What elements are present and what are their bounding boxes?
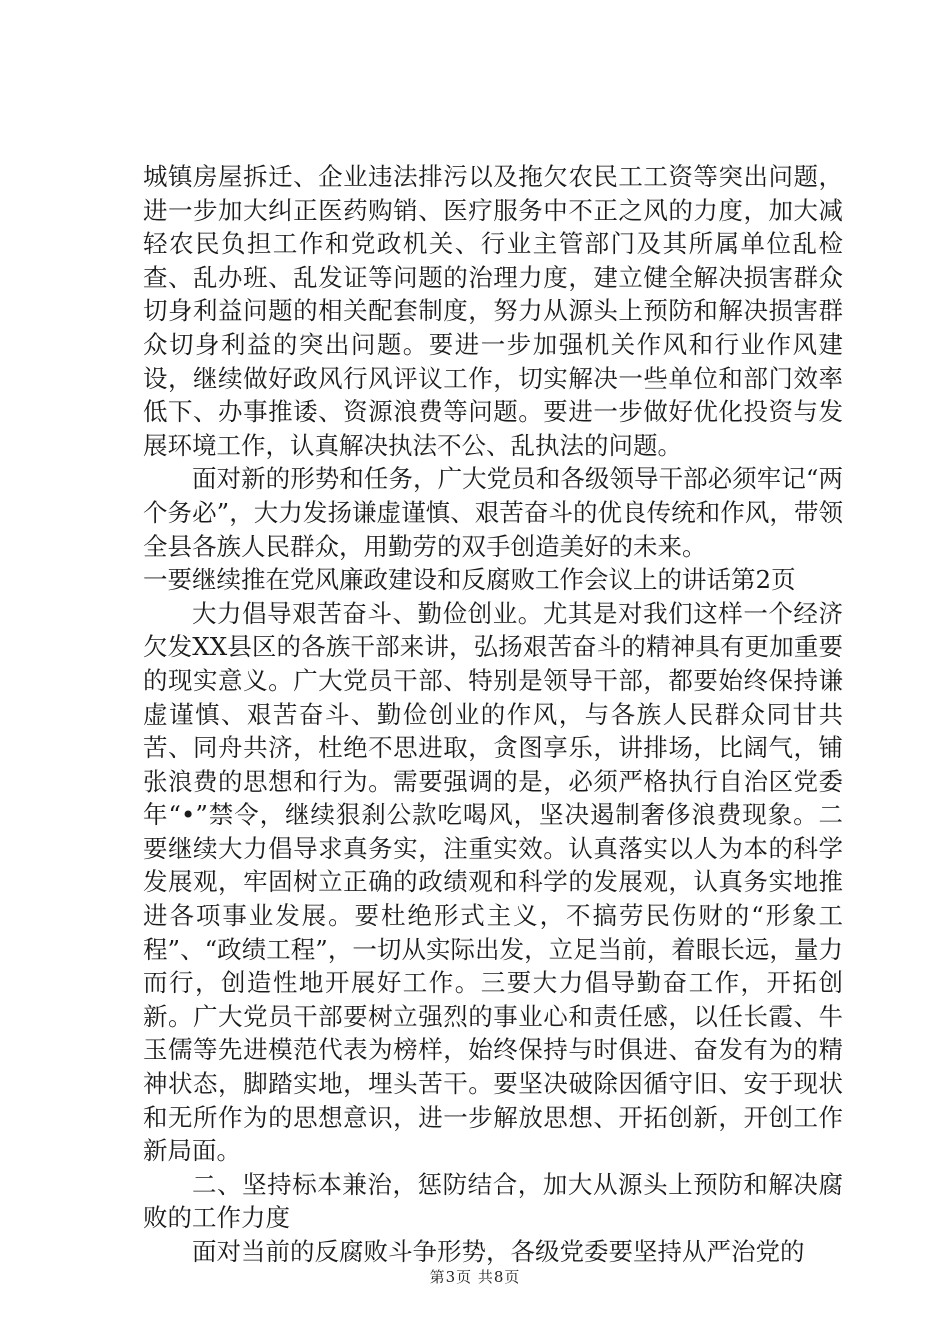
page-number-footer: 第3页 共8页	[429, 1268, 521, 1286]
section-heading: 二、坚持标本兼治，惩防结合，加大从源头上预防和解决腐败的工作力度	[143, 1169, 843, 1233]
paragraph-two-musts: 面对新的形势和任务，广大党员和各级领导干部必须牢记“两个务必”，大力发扬谦虚谨慎、艰苦奋斗的优良传统和作风，带领全县各族人民群众，用勤劳的双手创造美好的未来。	[143, 464, 843, 561]
paragraph-continuation: 城镇房屋拆迁、企业违法排污以及拖欠农民工工资等突出问题，进一步加大纠正医药购销、医疗服务中不正之风的力度，加大减轻农民负担工作和党政机关、行业主管部门及其所属单位乱检查、乱办班、乱发证等问题的治理力度，建立健全解决损害群众切身利益问题的相关配套制度，努力从源头上预防和解决损害群众切身利益的突出问题。要进一步加强机关作风和行业作风建设，继续做好政风行风评议工作，切实解决一些单位和部门效率低下、办事推诿、资源浪费等问题。要进一步做好优化投资与发展环境工作，认真解决执法不公、乱执法的问题。	[143, 162, 843, 460]
paragraph-anti-corruption: 面对当前的反腐败斗争形势，各级党委要坚持从严治党的	[192, 1237, 805, 1266]
paragraph-hard-work: 大力倡导艰苦奋斗、勤俭创业。尤其是对我们这样一个经济欠发XX县区的各族干部来讲，弘扬艰苦奋斗的精神具有更加重要的现实意义。广大党员干部、特别是领导干部，都要始终保持谦虚谨慎、艰苦奋斗、勤俭创业的作风，与各族人民群众同甘共苦、同舟共济，杜绝不思进取，贪图享乐，讲排场，比阔气，铺张浪费的思想和行为。需要强调的是，必须严格执行自治区党委年“•”禁令，继续狠刹公款吃喝风，坚决遏制奢侈浪费现象。二要继续大力倡导求真务实，注重实效。认真落实以人为本的科学发展观，牢固树立正确的政绩观和科学的发展观，认真务实地推进各项事业发展。要杜绝形式主义，不搞劳民伤财的“形象工程”、“政绩工程”，一切从实际出发，立足当前，着眼长远，量力而行，创造性地开展好工作。三要大力倡导勤奋工作，开拓创新。广大党员干部要树立强烈的事业心和责任感，以任长霞、牛玉儒等先进模范代表为榜样，始终保持与时俱进、奋发有为的精神状态，脚踏实地，埋头苦干。要坚决破除因循守旧、安于现状和无所作为的思想意识，进一步解放思想、开拓创新，开创工作新局面。	[143, 598, 843, 1166]
paragraph-page-marker: 一要继续推在党风廉政建设和反腐败工作会议上的讲话第2页	[143, 565, 796, 595]
document-body	[143, 160, 843, 1269]
